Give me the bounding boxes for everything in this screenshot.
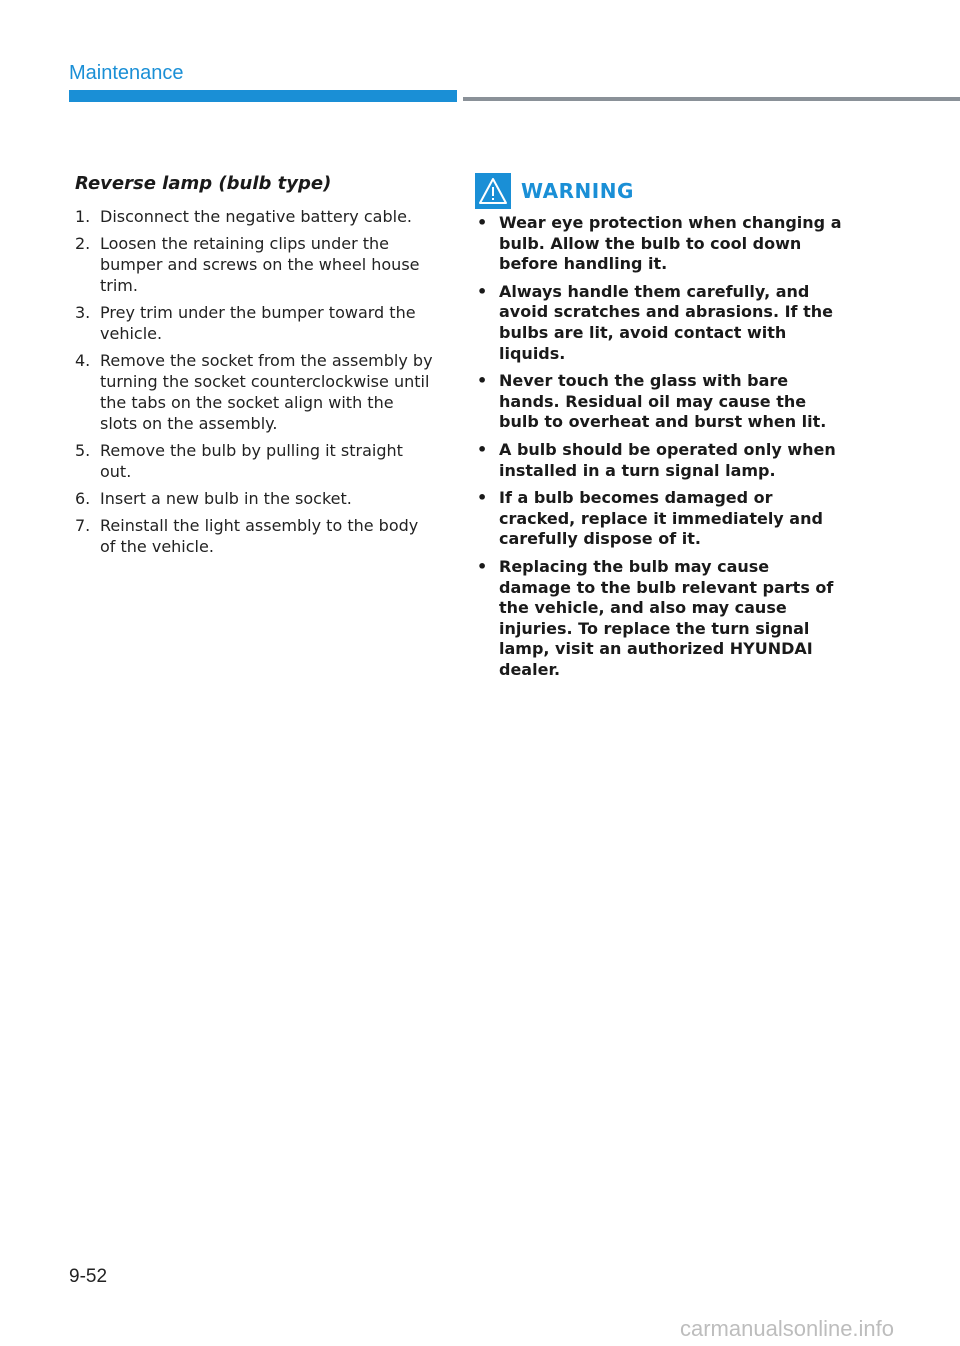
procedure-title: Reverse lamp (bulb type) <box>75 173 332 194</box>
warning-item <box>475 557 845 681</box>
step-text: Disconnect the negative battery cable. <box>100 207 412 226</box>
step-number: 3. <box>75 303 91 322</box>
warning-text: Always handle them carefully, and avoid scratches and abrasions. If the bulbs are lit, avoid contact with liquids. <box>499 281 833 363</box>
header-accent-bar <box>69 90 457 102</box>
procedure-step <box>75 440 435 482</box>
step-text: Remove the socket from the assembly by turning the socket counterclockwise until the tabs on the socket align with the slots on the assembly. <box>100 351 433 433</box>
step-text: Prey trim under the bumper toward the vehicle. <box>100 303 416 343</box>
bullet-icon: • <box>477 556 488 576</box>
bullet-icon: • <box>477 281 488 301</box>
step-number: 1. <box>75 207 91 226</box>
procedure-step <box>75 233 435 296</box>
warning-item <box>475 371 845 433</box>
step-number: 4. <box>75 351 91 370</box>
warning-header <box>475 172 845 210</box>
warning-item <box>475 488 845 550</box>
procedure-step <box>75 302 435 344</box>
warning-text: If a bulb becomes damaged or cracked, replace it immediately and carefully dispose of it. <box>499 488 823 549</box>
warning-item <box>475 282 845 364</box>
procedure-step <box>75 488 435 509</box>
procedure-step <box>75 350 435 434</box>
step-text: Remove the bulb by pulling it straight out. <box>100 441 403 481</box>
warning-item <box>475 440 845 481</box>
step-text: Insert a new bulb in the socket. <box>100 489 352 508</box>
step-number: 5. <box>75 441 91 460</box>
warning-text: Never touch the glass with bare hands. Residual oil may cause the bulb to overheat and burst when lit. <box>499 371 827 432</box>
page-number: 9-52 <box>69 1266 108 1287</box>
watermark: carmanualsonline.info <box>680 1316 895 1341</box>
warning-text: A bulb should be operated only when installed in a turn signal lamp. <box>499 439 836 480</box>
warning-item <box>475 213 845 275</box>
bullet-icon: • <box>477 213 488 232</box>
warning-title: WARNING <box>521 179 634 203</box>
procedure-steps <box>75 206 435 557</box>
step-number: 6. <box>75 489 91 508</box>
warning-text: Wear eye protection when changing a bulb. Allow the bulb to cool down before handling it. <box>499 213 842 274</box>
step-text: Reinstall the light assembly to the body of the vehicle. <box>100 516 419 556</box>
step-number: 2. <box>75 234 91 253</box>
section-header-title: Maintenance <box>69 62 184 84</box>
procedure-step <box>75 515 435 557</box>
bullet-icon: • <box>477 371 488 391</box>
procedure-step <box>75 206 435 227</box>
bullet-icon: • <box>477 439 488 459</box>
procedure-section <box>75 173 435 563</box>
step-text: Loosen the retaining clips under the bumper and screws on the wheel house trim. <box>100 234 420 295</box>
bullet-icon: • <box>477 488 488 508</box>
warning-text: Replacing the bulb may cause damage to the bulb relevant parts of the vehicle, and also may cause injuries. To replace the turn signal lamp, visit an authorized HYUNDAI dealer. <box>499 556 834 679</box>
header-rule <box>463 97 960 101</box>
warning-triangle-icon <box>475 173 511 209</box>
step-number: 7. <box>75 516 91 535</box>
warning-box <box>475 172 845 687</box>
warning-list <box>475 213 845 680</box>
